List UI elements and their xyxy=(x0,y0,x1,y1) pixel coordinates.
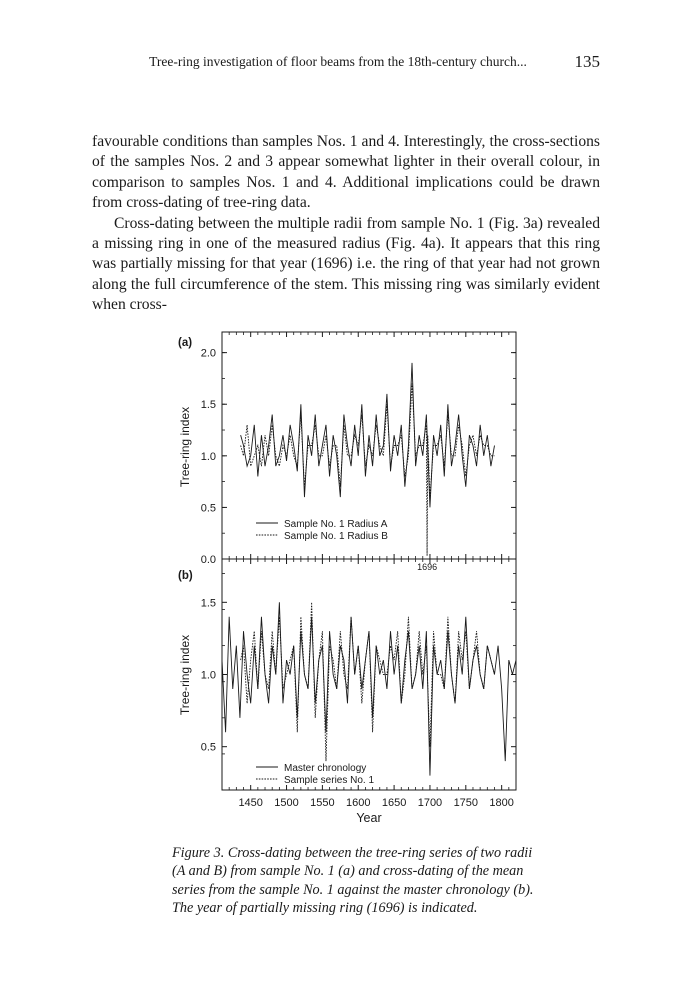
plot-frame xyxy=(222,332,516,790)
panel-label-a: (a) xyxy=(178,337,193,349)
y-tick-label: 1.5 xyxy=(200,597,216,610)
x-tick-label: 1800 xyxy=(489,797,514,809)
running-head xyxy=(0,52,692,74)
tree-ring-figure xyxy=(170,322,522,832)
legend-entry: Master chronology xyxy=(284,763,367,774)
paragraph: Cross-dating between the multiple radii from sample No. 1 (Fig. 3a) revealed a missing ring in one of the measured radius (Fig. 4a). It appears that this ring was partially missing for that year (1696) i.e. the ring of that year had not grown along the full circumference of the stem. This missing ring was similarly evident when cross- xyxy=(92,214,600,314)
y-axis-label-b: Tree-ring index xyxy=(178,634,192,716)
series-line-b-1 xyxy=(222,602,516,775)
y-axis-label-a: Tree-ring index xyxy=(178,406,192,488)
page-number: 135 xyxy=(574,52,600,71)
y-tick-label: 0.5 xyxy=(200,741,216,754)
y-tick-label: 1.0 xyxy=(200,669,216,682)
legend-entry: Sample series No. 1 xyxy=(284,775,375,786)
y-tick-label: 1.0 xyxy=(200,450,216,463)
running-title: Tree-ring investigation of floor beams from the 18th-century church... xyxy=(149,54,527,69)
x-tick-label: 1450 xyxy=(238,797,263,809)
panel-label-b: (b) xyxy=(178,570,193,582)
x-tick-label: 1550 xyxy=(310,797,335,809)
y-tick-label: 0.5 xyxy=(200,502,216,515)
series-group xyxy=(222,363,516,776)
legend-entry: Sample No. 1 Radius A xyxy=(284,519,388,530)
y-tick-label: 0.0 xyxy=(200,554,216,566)
x-tick-label: 1650 xyxy=(381,797,407,809)
series-line-a-1 xyxy=(241,363,495,507)
paragraph: favourable conditions than samples Nos. 1 and 4. Interestingly, the cross-sections of the samples Nos. 2 and 3 appear somewhat lighter in their overall colour, in comparison to samples Nos. 1 and 4. Additional implications could be drawn from cross-dating of tree-ring data. xyxy=(92,133,600,212)
x-tick-label: 1750 xyxy=(453,797,479,809)
legend-entry: Sample No. 1 Radius B xyxy=(284,531,388,542)
figure-caption: Figure 3. Cross-dating between the tree-ring series of two radii (A and B) from sample No. 1 (a) and cross-dating of the mean series from the sample No. 1 against the master chronology (b). The year of partially missing ring (1696) is indicated. xyxy=(172,845,534,917)
x-tick-label: 1500 xyxy=(274,797,299,809)
x-tick-label: 1600 xyxy=(346,797,371,809)
y-tick-label: 1.5 xyxy=(200,399,216,412)
x-ticks xyxy=(222,332,516,809)
x-tick-label: 1700 xyxy=(417,797,443,809)
y-tick-label: 2.0 xyxy=(200,347,216,360)
body-text xyxy=(92,132,600,316)
x-axis-label: Year xyxy=(356,811,382,825)
missing-ring-annotation: 1696 xyxy=(417,561,438,572)
series-line-b-2 xyxy=(241,602,495,761)
figure xyxy=(170,322,522,832)
